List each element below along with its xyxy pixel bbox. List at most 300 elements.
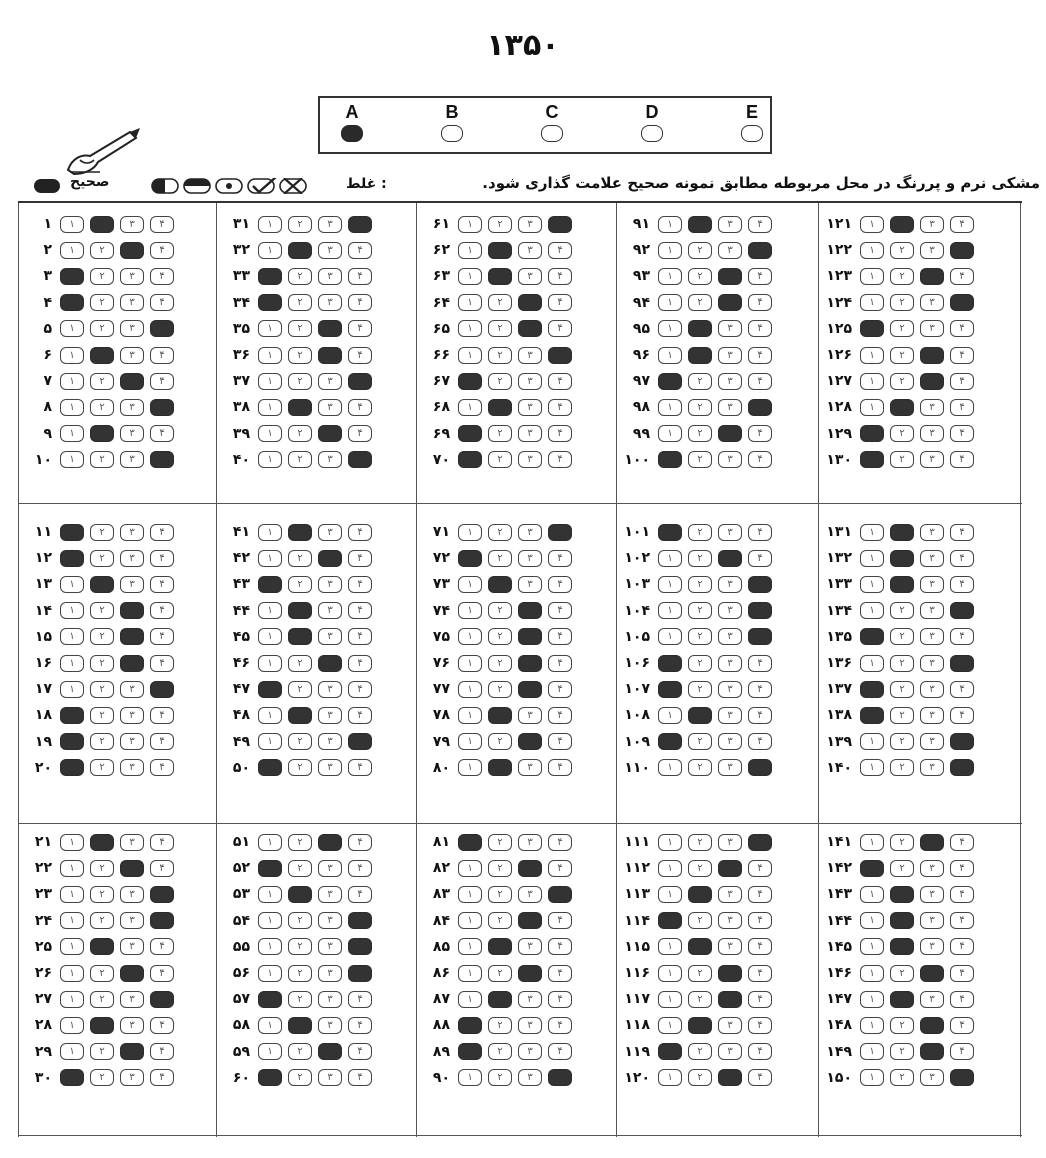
answer-bubble-3[interactable] bbox=[318, 347, 342, 364]
answer-bubble-3[interactable] bbox=[718, 550, 742, 567]
answer-bubble-3[interactable] bbox=[718, 965, 742, 982]
answer-bubble-2[interactable]: ۲ bbox=[90, 655, 114, 672]
answer-bubble-4[interactable]: ۴ bbox=[950, 399, 974, 416]
answer-bubble-2[interactable] bbox=[288, 524, 312, 541]
answer-bubble-4[interactable]: ۴ bbox=[348, 628, 372, 645]
answer-bubble-3[interactable] bbox=[318, 320, 342, 337]
answer-bubble-3[interactable]: ۳ bbox=[920, 733, 944, 750]
answer-bubble-4[interactable]: ۴ bbox=[748, 991, 772, 1008]
answer-bubble-2[interactable]: ۲ bbox=[90, 1043, 114, 1060]
answer-bubble-4[interactable]: ۴ bbox=[348, 425, 372, 442]
answer-bubble-4[interactable] bbox=[348, 938, 372, 955]
answer-bubble-1[interactable]: ۱ bbox=[860, 399, 884, 416]
answer-bubble-3[interactable]: ۳ bbox=[920, 707, 944, 724]
answer-bubble-1[interactable]: ۱ bbox=[860, 268, 884, 285]
answer-bubble-2[interactable] bbox=[288, 242, 312, 259]
answer-bubble-2[interactable] bbox=[488, 707, 512, 724]
answer-bubble-1[interactable] bbox=[60, 268, 84, 285]
answer-bubble-1[interactable]: ۱ bbox=[60, 373, 84, 390]
answer-bubble-3[interactable]: ۳ bbox=[518, 991, 542, 1008]
answer-bubble-2[interactable] bbox=[890, 912, 914, 929]
answer-bubble-1[interactable]: ۱ bbox=[60, 912, 84, 929]
answer-bubble-2[interactable]: ۲ bbox=[488, 373, 512, 390]
answer-bubble-2[interactable] bbox=[688, 1017, 712, 1034]
answer-bubble-3[interactable]: ۳ bbox=[120, 451, 144, 468]
answer-bubble-4[interactable]: ۴ bbox=[950, 1043, 974, 1060]
answer-bubble-4[interactable] bbox=[748, 834, 772, 851]
answer-bubble-3[interactable]: ۳ bbox=[920, 602, 944, 619]
answer-bubble-2[interactable]: ۲ bbox=[688, 759, 712, 776]
answer-bubble-2[interactable] bbox=[288, 399, 312, 416]
answer-bubble-4[interactable]: ۴ bbox=[950, 912, 974, 929]
answer-bubble-1[interactable] bbox=[658, 655, 682, 672]
answer-bubble-2[interactable]: ۲ bbox=[890, 655, 914, 672]
answer-bubble-4[interactable] bbox=[150, 912, 174, 929]
answer-bubble-1[interactable]: ۱ bbox=[258, 733, 282, 750]
answer-bubble-4[interactable]: ۴ bbox=[150, 707, 174, 724]
answer-bubble-1[interactable]: ۱ bbox=[658, 860, 682, 877]
answer-bubble-4[interactable]: ۴ bbox=[348, 707, 372, 724]
answer-bubble-3[interactable] bbox=[718, 991, 742, 1008]
answer-bubble-2[interactable]: ۲ bbox=[288, 912, 312, 929]
answer-bubble-4[interactable]: ۴ bbox=[548, 399, 572, 416]
answer-bubble-1[interactable]: ۱ bbox=[258, 216, 282, 233]
answer-bubble-2[interactable] bbox=[288, 628, 312, 645]
answer-bubble-3[interactable]: ۳ bbox=[718, 733, 742, 750]
answer-bubble-4[interactable]: ۴ bbox=[150, 938, 174, 955]
answer-bubble-2[interactable]: ۲ bbox=[890, 602, 914, 619]
answer-bubble-1[interactable]: ۱ bbox=[60, 216, 84, 233]
answer-bubble-3[interactable]: ۳ bbox=[120, 733, 144, 750]
answer-bubble-3[interactable]: ۳ bbox=[318, 912, 342, 929]
answer-bubble-3[interactable]: ۳ bbox=[318, 965, 342, 982]
answer-bubble-4[interactable]: ۴ bbox=[950, 550, 974, 567]
answer-bubble-2[interactable] bbox=[90, 425, 114, 442]
answer-bubble-2[interactable]: ۲ bbox=[90, 451, 114, 468]
answer-bubble-1[interactable] bbox=[458, 425, 482, 442]
answer-bubble-3[interactable]: ۳ bbox=[920, 524, 944, 541]
answer-bubble-1[interactable] bbox=[60, 733, 84, 750]
answer-bubble-1[interactable]: ۱ bbox=[60, 655, 84, 672]
answer-bubble-3[interactable] bbox=[718, 294, 742, 311]
answer-bubble-2[interactable]: ۲ bbox=[488, 425, 512, 442]
answer-bubble-3[interactable]: ۳ bbox=[120, 707, 144, 724]
answer-bubble-2[interactable]: ۲ bbox=[90, 733, 114, 750]
answer-bubble-1[interactable]: ۱ bbox=[860, 759, 884, 776]
answer-bubble-2[interactable] bbox=[90, 1017, 114, 1034]
answer-bubble-1[interactable] bbox=[860, 681, 884, 698]
answer-bubble-4[interactable]: ۴ bbox=[548, 681, 572, 698]
answer-bubble-1[interactable] bbox=[658, 681, 682, 698]
answer-bubble-3[interactable]: ۳ bbox=[518, 451, 542, 468]
answer-bubble-4[interactable]: ۴ bbox=[748, 550, 772, 567]
answer-bubble-4[interactable]: ۴ bbox=[150, 268, 174, 285]
answer-bubble-4[interactable] bbox=[950, 733, 974, 750]
answer-bubble-4[interactable]: ۴ bbox=[748, 320, 772, 337]
answer-bubble-2[interactable]: ۲ bbox=[688, 991, 712, 1008]
answer-bubble-3[interactable] bbox=[518, 912, 542, 929]
answer-bubble-1[interactable]: ۱ bbox=[458, 759, 482, 776]
answer-bubble-3[interactable]: ۳ bbox=[318, 242, 342, 259]
answer-bubble-4[interactable]: ۴ bbox=[150, 576, 174, 593]
answer-bubble-1[interactable]: ۱ bbox=[258, 965, 282, 982]
answer-bubble-1[interactable]: ۱ bbox=[258, 550, 282, 567]
answer-bubble-3[interactable]: ۳ bbox=[920, 294, 944, 311]
answer-bubble-1[interactable]: ۱ bbox=[658, 550, 682, 567]
answer-bubble-3[interactable]: ۳ bbox=[920, 759, 944, 776]
answer-bubble-2[interactable]: ۲ bbox=[890, 1043, 914, 1060]
answer-bubble-2[interactable]: ۲ bbox=[288, 451, 312, 468]
answer-bubble-1[interactable] bbox=[458, 451, 482, 468]
answer-bubble-4[interactable]: ۴ bbox=[548, 991, 572, 1008]
answer-bubble-4[interactable]: ۴ bbox=[150, 655, 174, 672]
answer-bubble-1[interactable]: ۱ bbox=[458, 991, 482, 1008]
answer-bubble-1[interactable]: ۱ bbox=[60, 1043, 84, 1060]
answer-bubble-1[interactable]: ۱ bbox=[658, 347, 682, 364]
answer-bubble-1[interactable] bbox=[258, 860, 282, 877]
booklet-bubble[interactable] bbox=[541, 125, 563, 142]
answer-bubble-3[interactable]: ۳ bbox=[318, 602, 342, 619]
answer-bubble-2[interactable] bbox=[890, 524, 914, 541]
answer-bubble-4[interactable]: ۴ bbox=[548, 912, 572, 929]
answer-bubble-3[interactable]: ۳ bbox=[318, 1069, 342, 1086]
answer-bubble-2[interactable]: ۲ bbox=[890, 733, 914, 750]
answer-bubble-1[interactable]: ۱ bbox=[258, 399, 282, 416]
answer-bubble-1[interactable]: ۱ bbox=[458, 268, 482, 285]
answer-bubble-2[interactable]: ۲ bbox=[890, 320, 914, 337]
answer-bubble-1[interactable]: ۱ bbox=[658, 216, 682, 233]
answer-bubble-3[interactable]: ۳ bbox=[120, 886, 144, 903]
answer-bubble-1[interactable]: ۱ bbox=[258, 347, 282, 364]
answer-bubble-4[interactable]: ۴ bbox=[548, 602, 572, 619]
answer-bubble-2[interactable]: ۲ bbox=[488, 320, 512, 337]
answer-bubble-2[interactable]: ۲ bbox=[488, 860, 512, 877]
answer-bubble-1[interactable] bbox=[658, 451, 682, 468]
answer-bubble-3[interactable]: ۳ bbox=[920, 860, 944, 877]
answer-bubble-1[interactable] bbox=[458, 550, 482, 567]
answer-bubble-4[interactable]: ۴ bbox=[548, 373, 572, 390]
answer-bubble-1[interactable]: ۱ bbox=[60, 965, 84, 982]
answer-bubble-4[interactable]: ۴ bbox=[950, 347, 974, 364]
answer-bubble-3[interactable] bbox=[120, 373, 144, 390]
answer-bubble-3[interactable]: ۳ bbox=[120, 681, 144, 698]
answer-bubble-1[interactable]: ۱ bbox=[258, 451, 282, 468]
answer-bubble-1[interactable]: ۱ bbox=[658, 938, 682, 955]
answer-bubble-2[interactable]: ۲ bbox=[288, 860, 312, 877]
answer-bubble-3[interactable] bbox=[920, 834, 944, 851]
answer-bubble-4[interactable]: ۴ bbox=[748, 938, 772, 955]
answer-bubble-2[interactable] bbox=[890, 938, 914, 955]
answer-bubble-2[interactable] bbox=[488, 759, 512, 776]
answer-bubble-2[interactable]: ۲ bbox=[688, 602, 712, 619]
answer-bubble-3[interactable]: ۳ bbox=[318, 681, 342, 698]
answer-bubble-1[interactable]: ۱ bbox=[258, 373, 282, 390]
answer-bubble-2[interactable] bbox=[488, 991, 512, 1008]
answer-bubble-2[interactable]: ۲ bbox=[688, 681, 712, 698]
answer-bubble-1[interactable] bbox=[658, 912, 682, 929]
answer-bubble-2[interactable]: ۲ bbox=[288, 373, 312, 390]
answer-bubble-2[interactable]: ۲ bbox=[890, 965, 914, 982]
answer-bubble-2[interactable]: ۲ bbox=[688, 550, 712, 567]
answer-bubble-3[interactable]: ۳ bbox=[318, 991, 342, 1008]
answer-bubble-4[interactable]: ۴ bbox=[348, 991, 372, 1008]
answer-bubble-3[interactable]: ۳ bbox=[718, 216, 742, 233]
answer-bubble-1[interactable] bbox=[258, 681, 282, 698]
answer-bubble-2[interactable]: ۲ bbox=[890, 759, 914, 776]
answer-bubble-1[interactable] bbox=[860, 320, 884, 337]
answer-bubble-3[interactable] bbox=[920, 1043, 944, 1060]
answer-bubble-4[interactable]: ۴ bbox=[150, 1017, 174, 1034]
answer-bubble-1[interactable]: ۱ bbox=[60, 886, 84, 903]
answer-bubble-2[interactable]: ۲ bbox=[688, 834, 712, 851]
answer-bubble-4[interactable]: ۴ bbox=[950, 991, 974, 1008]
answer-bubble-1[interactable]: ۱ bbox=[258, 1017, 282, 1034]
answer-bubble-4[interactable]: ۴ bbox=[348, 294, 372, 311]
answer-bubble-1[interactable]: ۱ bbox=[658, 1017, 682, 1034]
answer-bubble-3[interactable]: ۳ bbox=[718, 399, 742, 416]
answer-bubble-4[interactable]: ۴ bbox=[748, 373, 772, 390]
answer-bubble-3[interactable] bbox=[120, 860, 144, 877]
answer-bubble-1[interactable] bbox=[60, 759, 84, 776]
answer-bubble-4[interactable] bbox=[348, 912, 372, 929]
answer-bubble-3[interactable]: ۳ bbox=[318, 451, 342, 468]
answer-bubble-4[interactable]: ۴ bbox=[748, 886, 772, 903]
answer-bubble-1[interactable]: ۱ bbox=[458, 294, 482, 311]
answer-bubble-4[interactable]: ۴ bbox=[150, 373, 174, 390]
answer-bubble-4[interactable]: ۴ bbox=[748, 451, 772, 468]
answer-bubble-2[interactable]: ۲ bbox=[488, 1043, 512, 1060]
answer-bubble-2[interactable] bbox=[90, 938, 114, 955]
answer-bubble-4[interactable] bbox=[548, 216, 572, 233]
answer-bubble-3[interactable]: ۳ bbox=[120, 912, 144, 929]
answer-bubble-1[interactable]: ۱ bbox=[860, 912, 884, 929]
answer-bubble-2[interactable]: ۲ bbox=[288, 216, 312, 233]
answer-bubble-4[interactable]: ۴ bbox=[548, 425, 572, 442]
answer-bubble-4[interactable]: ۴ bbox=[950, 707, 974, 724]
answer-bubble-1[interactable] bbox=[458, 373, 482, 390]
answer-bubble-3[interactable]: ۳ bbox=[920, 681, 944, 698]
answer-bubble-2[interactable] bbox=[488, 268, 512, 285]
answer-bubble-3[interactable]: ۳ bbox=[120, 991, 144, 1008]
answer-bubble-4[interactable] bbox=[348, 451, 372, 468]
answer-bubble-4[interactable]: ۴ bbox=[150, 550, 174, 567]
answer-bubble-2[interactable] bbox=[688, 216, 712, 233]
booklet-option-b[interactable] bbox=[432, 102, 472, 146]
answer-bubble-1[interactable]: ۱ bbox=[60, 628, 84, 645]
answer-bubble-3[interactable]: ۳ bbox=[120, 294, 144, 311]
answer-bubble-4[interactable]: ۴ bbox=[950, 886, 974, 903]
answer-bubble-4[interactable]: ۴ bbox=[348, 602, 372, 619]
answer-bubble-3[interactable] bbox=[718, 860, 742, 877]
answer-bubble-2[interactable]: ۲ bbox=[890, 681, 914, 698]
answer-bubble-1[interactable]: ۱ bbox=[258, 425, 282, 442]
answer-bubble-2[interactable]: ۲ bbox=[288, 425, 312, 442]
answer-bubble-2[interactable]: ۲ bbox=[488, 347, 512, 364]
answer-bubble-2[interactable]: ۲ bbox=[890, 373, 914, 390]
answer-bubble-4[interactable]: ۴ bbox=[348, 550, 372, 567]
answer-bubble-2[interactable]: ۲ bbox=[688, 294, 712, 311]
answer-bubble-2[interactable]: ۲ bbox=[488, 1017, 512, 1034]
answer-bubble-2[interactable]: ۲ bbox=[90, 707, 114, 724]
answer-bubble-1[interactable]: ۱ bbox=[258, 938, 282, 955]
answer-bubble-3[interactable]: ۳ bbox=[318, 373, 342, 390]
answer-bubble-4[interactable]: ۴ bbox=[950, 834, 974, 851]
answer-bubble-4[interactable]: ۴ bbox=[548, 733, 572, 750]
answer-bubble-3[interactable]: ۳ bbox=[120, 425, 144, 442]
answer-bubble-3[interactable]: ۳ bbox=[718, 242, 742, 259]
answer-bubble-4[interactable]: ۴ bbox=[348, 576, 372, 593]
answer-bubble-2[interactable]: ۲ bbox=[288, 759, 312, 776]
answer-bubble-3[interactable]: ۳ bbox=[518, 216, 542, 233]
answer-bubble-2[interactable] bbox=[90, 576, 114, 593]
answer-bubble-3[interactable] bbox=[920, 347, 944, 364]
answer-bubble-3[interactable]: ۳ bbox=[518, 834, 542, 851]
answer-bubble-4[interactable]: ۴ bbox=[748, 912, 772, 929]
answer-bubble-2[interactable]: ۲ bbox=[90, 886, 114, 903]
answer-bubble-1[interactable]: ۱ bbox=[258, 655, 282, 672]
answer-bubble-2[interactable] bbox=[688, 707, 712, 724]
answer-bubble-1[interactable]: ۱ bbox=[458, 216, 482, 233]
answer-bubble-2[interactable]: ۲ bbox=[890, 628, 914, 645]
answer-bubble-4[interactable]: ۴ bbox=[348, 834, 372, 851]
answer-bubble-2[interactable]: ۲ bbox=[488, 965, 512, 982]
answer-bubble-4[interactable]: ۴ bbox=[548, 294, 572, 311]
answer-bubble-2[interactable]: ۲ bbox=[90, 602, 114, 619]
answer-bubble-1[interactable]: ۱ bbox=[658, 707, 682, 724]
answer-bubble-4[interactable] bbox=[150, 399, 174, 416]
answer-bubble-1[interactable]: ۱ bbox=[658, 320, 682, 337]
answer-bubble-3[interactable] bbox=[318, 655, 342, 672]
answer-bubble-2[interactable] bbox=[288, 1017, 312, 1034]
answer-bubble-1[interactable]: ۱ bbox=[860, 886, 884, 903]
answer-bubble-2[interactable]: ۲ bbox=[688, 912, 712, 929]
answer-bubble-1[interactable]: ۱ bbox=[458, 399, 482, 416]
answer-bubble-4[interactable]: ۴ bbox=[748, 655, 772, 672]
answer-bubble-3[interactable] bbox=[120, 628, 144, 645]
answer-bubble-2[interactable] bbox=[890, 576, 914, 593]
answer-bubble-2[interactable]: ۲ bbox=[90, 860, 114, 877]
answer-bubble-2[interactable]: ۲ bbox=[90, 965, 114, 982]
answer-bubble-1[interactable] bbox=[860, 860, 884, 877]
answer-bubble-3[interactable] bbox=[718, 1069, 742, 1086]
answer-bubble-4[interactable] bbox=[150, 320, 174, 337]
answer-bubble-2[interactable]: ۲ bbox=[890, 425, 914, 442]
answer-bubble-1[interactable] bbox=[458, 1043, 482, 1060]
answer-bubble-2[interactable]: ۲ bbox=[688, 860, 712, 877]
answer-bubble-4[interactable]: ۴ bbox=[950, 425, 974, 442]
answer-bubble-4[interactable]: ۴ bbox=[150, 294, 174, 311]
answer-bubble-2[interactable]: ۲ bbox=[688, 965, 712, 982]
answer-bubble-1[interactable]: ۱ bbox=[860, 655, 884, 672]
answer-bubble-2[interactable]: ۲ bbox=[90, 991, 114, 1008]
answer-bubble-1[interactable]: ۱ bbox=[60, 860, 84, 877]
answer-bubble-4[interactable] bbox=[348, 965, 372, 982]
answer-bubble-1[interactable]: ۱ bbox=[658, 242, 682, 259]
answer-bubble-4[interactable]: ۴ bbox=[150, 242, 174, 259]
answer-bubble-1[interactable]: ۱ bbox=[458, 320, 482, 337]
answer-bubble-4[interactable]: ۴ bbox=[548, 451, 572, 468]
answer-bubble-3[interactable]: ۳ bbox=[718, 576, 742, 593]
answer-bubble-2[interactable]: ۲ bbox=[90, 550, 114, 567]
answer-bubble-2[interactable]: ۲ bbox=[488, 294, 512, 311]
booklet-option-c[interactable] bbox=[532, 102, 572, 146]
answer-bubble-1[interactable] bbox=[658, 373, 682, 390]
answer-bubble-1[interactable]: ۱ bbox=[458, 733, 482, 750]
answer-bubble-4[interactable]: ۴ bbox=[950, 451, 974, 468]
answer-bubble-2[interactable]: ۲ bbox=[688, 1069, 712, 1086]
answer-bubble-4[interactable]: ۴ bbox=[748, 425, 772, 442]
answer-bubble-3[interactable]: ۳ bbox=[120, 576, 144, 593]
answer-bubble-2[interactable]: ۲ bbox=[688, 655, 712, 672]
answer-bubble-1[interactable] bbox=[60, 524, 84, 541]
answer-bubble-3[interactable]: ۳ bbox=[718, 1043, 742, 1060]
answer-bubble-3[interactable]: ۳ bbox=[920, 242, 944, 259]
answer-bubble-1[interactable]: ۱ bbox=[60, 991, 84, 1008]
answer-bubble-4[interactable]: ۴ bbox=[950, 268, 974, 285]
answer-bubble-1[interactable]: ۱ bbox=[860, 938, 884, 955]
answer-bubble-1[interactable]: ۱ bbox=[458, 860, 482, 877]
answer-bubble-3[interactable]: ۳ bbox=[718, 320, 742, 337]
answer-bubble-4[interactable]: ۴ bbox=[348, 1043, 372, 1060]
answer-bubble-1[interactable] bbox=[60, 1069, 84, 1086]
answer-bubble-3[interactable] bbox=[120, 242, 144, 259]
answer-bubble-3[interactable] bbox=[518, 655, 542, 672]
answer-bubble-2[interactable]: ۲ bbox=[288, 268, 312, 285]
answer-bubble-3[interactable]: ۳ bbox=[120, 347, 144, 364]
answer-bubble-2[interactable]: ۲ bbox=[890, 242, 914, 259]
answer-bubble-4[interactable]: ۴ bbox=[150, 860, 174, 877]
answer-bubble-1[interactable] bbox=[258, 1069, 282, 1086]
answer-bubble-4[interactable]: ۴ bbox=[950, 373, 974, 390]
answer-bubble-3[interactable]: ۳ bbox=[920, 991, 944, 1008]
answer-bubble-1[interactable]: ۱ bbox=[458, 681, 482, 698]
answer-bubble-1[interactable]: ۱ bbox=[458, 602, 482, 619]
answer-bubble-2[interactable] bbox=[488, 938, 512, 955]
answer-bubble-4[interactable]: ۴ bbox=[150, 425, 174, 442]
answer-bubble-1[interactable]: ۱ bbox=[860, 242, 884, 259]
answer-bubble-1[interactable]: ۱ bbox=[458, 576, 482, 593]
answer-bubble-3[interactable] bbox=[120, 655, 144, 672]
answer-bubble-2[interactable]: ۲ bbox=[288, 320, 312, 337]
answer-bubble-4[interactable] bbox=[748, 576, 772, 593]
answer-bubble-1[interactable]: ۱ bbox=[860, 834, 884, 851]
answer-bubble-4[interactable]: ۴ bbox=[748, 216, 772, 233]
answer-bubble-3[interactable]: ۳ bbox=[718, 602, 742, 619]
answer-bubble-2[interactable]: ۲ bbox=[688, 524, 712, 541]
answer-bubble-3[interactable]: ۳ bbox=[318, 628, 342, 645]
answer-bubble-1[interactable]: ۱ bbox=[860, 733, 884, 750]
answer-bubble-2[interactable]: ۲ bbox=[890, 1017, 914, 1034]
answer-bubble-4[interactable]: ۴ bbox=[150, 733, 174, 750]
answer-bubble-1[interactable]: ۱ bbox=[60, 399, 84, 416]
answer-bubble-3[interactable]: ۳ bbox=[518, 1017, 542, 1034]
answer-bubble-3[interactable]: ۳ bbox=[318, 524, 342, 541]
answer-bubble-3[interactable]: ۳ bbox=[120, 1017, 144, 1034]
answer-bubble-3[interactable]: ۳ bbox=[920, 451, 944, 468]
answer-bubble-1[interactable] bbox=[60, 550, 84, 567]
answer-bubble-2[interactable]: ۲ bbox=[688, 425, 712, 442]
answer-bubble-2[interactable]: ۲ bbox=[288, 294, 312, 311]
answer-bubble-4[interactable]: ۴ bbox=[348, 347, 372, 364]
answer-bubble-2[interactable]: ۲ bbox=[90, 524, 114, 541]
answer-bubble-1[interactable]: ۱ bbox=[258, 912, 282, 929]
booklet-option-d[interactable] bbox=[632, 102, 672, 146]
answer-bubble-4[interactable]: ۴ bbox=[150, 1043, 174, 1060]
answer-bubble-1[interactable]: ۱ bbox=[658, 602, 682, 619]
answer-bubble-3[interactable]: ۳ bbox=[518, 524, 542, 541]
answer-bubble-3[interactable]: ۳ bbox=[920, 886, 944, 903]
answer-bubble-4[interactable] bbox=[950, 242, 974, 259]
